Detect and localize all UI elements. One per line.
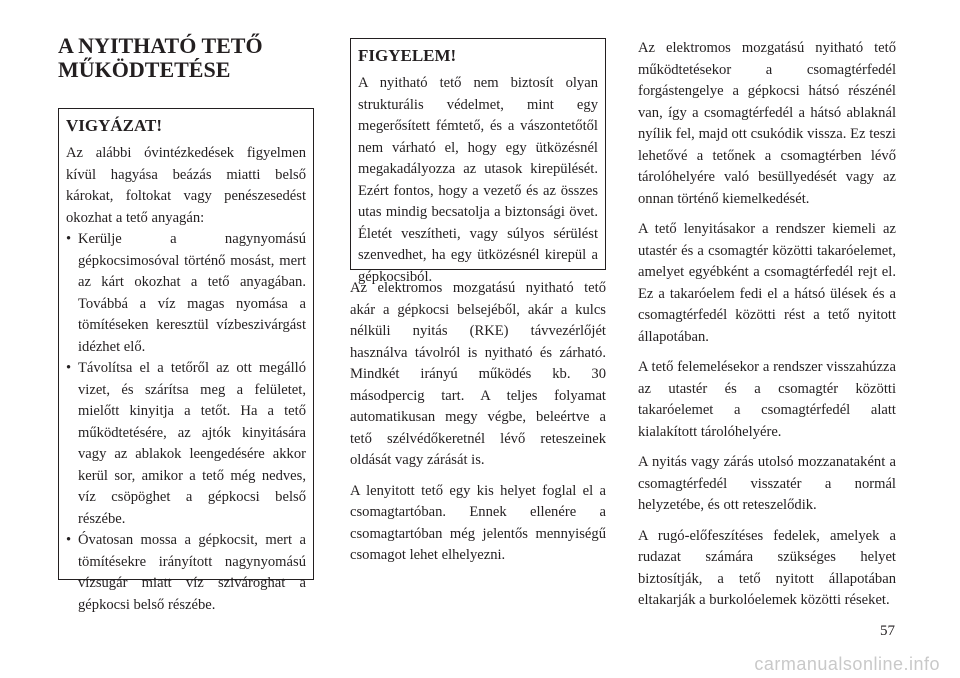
body-paragraph: A nyitás vagy zárás utolsó mozzanataként a csomagtérfedél visszatér a normál helyzetébe, és ott reteszelődik.	[638, 454, 896, 513]
watermark-text: carmanualsonline.info	[754, 654, 940, 674]
section-heading-line2: MŰKÖDTETÉSE	[58, 57, 231, 82]
caution-item: • Kerülje a nagynyomású gépkocsimosóval történő mosást, mert az kárt okozhat a tető anyagában. Továbbá a víz magas nyomása a tömítéseken keresztül vízbeszivárgást idézhet elő.	[66, 229, 306, 358]
caution-title: VIGYÁZAT!	[66, 116, 163, 135]
section-heading	[58, 34, 314, 82]
caution-box	[58, 108, 314, 613]
warning-box	[350, 38, 606, 285]
column-1	[58, 108, 314, 613]
section-heading-line1: A NYITHATÓ TETŐ	[58, 33, 263, 58]
body-paragraph: Az elektromos mozgatású nyitható tető működtetésekor a csomagtérfedél forgástengelye a gépkocsi hátsó részénél van, így a csomagtérfedél a hátsó ablaknál nyílik fel, majd ott csukódik vissza. Ez teszi lehetővé a tetőnek a csomagtérben lévő tárolóhelyére való besüllyedését vagy az onnan történő kiemelkedését.	[638, 40, 896, 207]
body-paragraph: A rugó-előfeszítéses fedelek, amelyek a rudazat számára szükséges helyet biztosítják, a tető nyitott állapotában eltakarják a burkolóelemek közötti réseket.	[638, 527, 896, 608]
caution-intro: Az alábbi óvintézkedések figyelmen kívül hagyása beázás miatti belső károkat, foltokat vagy penészesedést okozhat a tető anyagán:	[66, 145, 306, 226]
body-paragraph: A tető felemelésekor a rendszer visszahúzza az utastér és a csomagtér közötti takaróelemet a csomagtérfedél alatt kialakított tárolóhelyére.	[638, 359, 896, 440]
body-paragraph: A tető lenyitásakor a rendszer kiemeli az utastér és a csomagtér közötti takaróelemet, amelyet egyébként a csomagtérfedél rejt el. Ez a takaróelem fedi el a hátsó ülések és a csomagtérfedél közötti rést a tető nyitott állapotában.	[638, 221, 896, 345]
page-number: 57	[880, 623, 895, 639]
body-paragraph: A lenyitott tető egy kis helyet foglal el a csomagtartóban. Ennek ellenére a csomagtartóban még jelentős mennyiségű csomagot lehet elhelyezni.	[350, 482, 606, 563]
warning-text: A nyitható tető nem biztosít olyan strukturális védelmet, mint egy megerősített fémtető, és a vászontetőtől nem várható el, hogy egy ütközésnél megakadályozza az utasok kirepülését. Ezért fontos, hogy a vezető és az összes utas mindig becsatolja a biztonsági övet. Életét veszítheti, vagy súlyos sérülést szenvedhet, ha egy ütközésnél kirepül a gépkocsiból.	[358, 75, 598, 285]
caution-item: • Távolítsa el a tetőről az ott megálló vizet, és szárítsa meg a felületet, mielőtt kinyitja a tetőt. Ha a tető működtetésére, az ajtók kinyitására vagy az ablakok leengedésére akkor kerül sor, amikor a tető még nedves, víz csöpöghet a gépkocsi belső részébe.	[66, 358, 306, 530]
caution-list	[66, 229, 306, 616]
caution-item: • Óvatosan mossa a gépkocsit, mert a tömítésekre irányított nagynyomású vízsugár miatt víz szivároghat a gépkocsi belső részébe.	[66, 530, 306, 616]
column-3	[638, 38, 896, 621]
warning-title: FIGYELEM!	[358, 46, 457, 65]
body-paragraph: Az elektromos mozgatású nyitható tető akár a gépkocsi belsejéből, akár a kulcs nélküli nyitás (RKE) távvezérlőjét használva távolról is nyitható és zárható. Mindkét irányú működés kb. 30 másodpercig tart. A teljes folyamat automatikusan megy végbe, beleértve a tető szélvédőkeretnél lévő reteszeinek oldását vagy zárását is.	[350, 280, 606, 468]
column-2	[350, 38, 606, 576]
